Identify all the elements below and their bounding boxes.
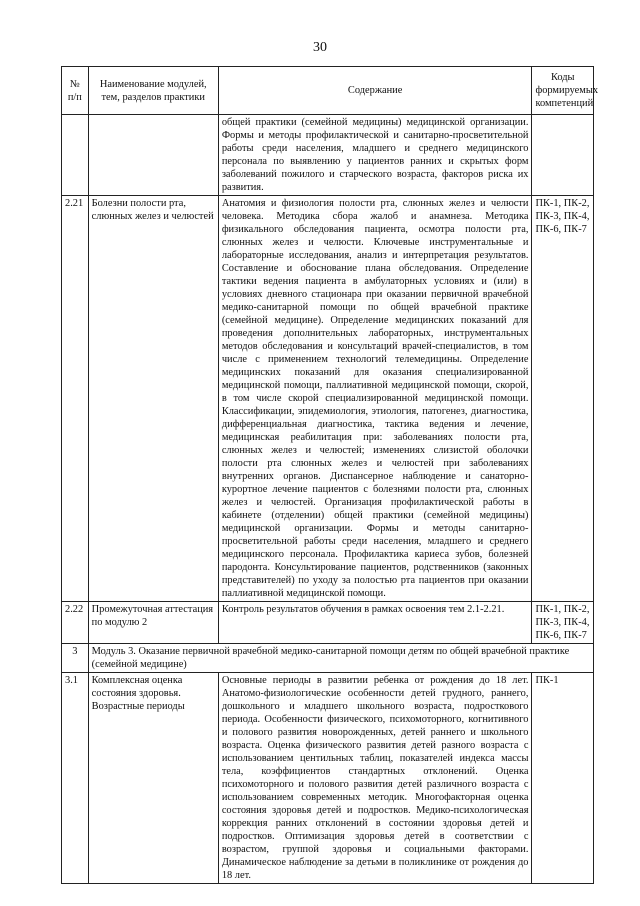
header-codes: Коды формируемых компетенций: [532, 67, 594, 115]
table-header-row: [62, 67, 594, 115]
row-name: Промежуточная аттестация по модулю 2: [88, 602, 218, 644]
row-num: 3.1: [62, 673, 89, 884]
module-title: Модуль 3. Оказание первичной врачебной медико-санитарной помощи детям по общей врачебной практике (семейной медицине): [88, 644, 593, 673]
row-content: Основные периоды в развитии ребенка от рождения до 18 лет. Анатомо-физиологические особенности детей грудного, раннего, дошкольного и младшего школьного возраста, подросткового периода. Особенности физического, психомоторного, когнитивного и полового развития новорожденных, детей раннего и школьного возраста. Оценка физического развития детей разного возраста с использованием центильных таблиц, показателей индекса массы тела, коэффициентов стандартных отклонений. Оценка психомоторного и полового развития детей различного возраста с использованием современных методик. Многофакторная оценка состояния здоровья детей и подростков. Медико-психологическая коррекция ранних отклонений в состоянии здоровья детей и подростков. Оптимизация здоровья детей в соответствии с возрастом, группой здоровья и социальными факторами. Динамическое наблюдение за детьми в поликлинике от рождения до 18 лет.: [218, 673, 532, 884]
row-num: 2.21: [62, 196, 89, 602]
table-row: [62, 196, 594, 602]
table-row: [62, 115, 594, 196]
row-num: [62, 115, 89, 196]
module-row: [62, 644, 594, 673]
row-codes: ПК-1, ПК-2, ПК-3, ПК-4, ПК-6, ПК-7: [532, 196, 594, 602]
row-codes: [532, 115, 594, 196]
module-num: 3: [62, 644, 89, 673]
row-codes: ПК-1, ПК-2, ПК-3, ПК-4, ПК-6, ПК-7: [532, 602, 594, 644]
row-name: Болезни полости рта, слюнных желез и челюстей: [88, 196, 218, 602]
header-name: Наименование модулей, тем, разделов практики: [88, 67, 218, 115]
curriculum-table: [61, 66, 599, 884]
row-name: [88, 115, 218, 196]
row-codes: ПК-1: [532, 673, 594, 884]
row-content: Анатомия и физиология полости рта, слюнных желез и челюсти человека. Методика сбора жалоб и анамнеза. Методика физикального обследования пациента, осмотра полости рта, слюнных желез и челюсти. Ключевые инструментальные и лабораторные исследования, анализ и интерпретация результатов. Составление и обоснование плана обследования. Определение тактики ведения пациента в амбулаторных условиях и (или) в условиях дневного стационара при оказании первичной врачебной медико-санитарной помощи по общей врачебной практике (семейной медицине). Определение медицинских показаний для проведения дополнительных лабораторных, инструментальных методов обследования и консультаций врачей-специалистов, в том числе с применением технологий телемедицины. Определение медицинских показаний для оказания специализированной медицинской помощи, паллиативной медицинской помощи, скорой, в том числе скорой специализированной медицинской помощи. Классификации, эпидемиология, этиология, патогенез, диагностика, дифференциальная диагностика, тактика ведения и лечение, медицинская реабилитация при: заболеваниях полости рта, слюнных желез и челюстей; изменениях слизистой оболочки полости рта слюнных желез и челюстей при заболеваниях внутренних органов. Диспансерное наблюдение и санаторно-курортное лечение пациентов с болезнями полости рта, слюнных желез и челюстей. Организация профилактической работы в кабинете (отделении) общей практики (семейной медицины) медицинской организации. Формы и методы санитарно-просветительной работы среди населения, младшего и среднего медицинского персонала. Профилактика кариеса зубов, болезней пародонта. Консультирование пациентов, родственников (законных представителей) по уходу за полостью рта пациентов при оказании паллиативной медицинской помощи.: [218, 196, 532, 602]
table-row: [62, 602, 594, 644]
header-content: Содержание: [218, 67, 532, 115]
row-num: 2.22: [62, 602, 89, 644]
header-num: № п/п: [62, 67, 89, 115]
row-name: Комплексная оценка состояния здоровья. Возрастные периоды: [88, 673, 218, 884]
row-content: Контроль результатов обучения в рамках освоения тем 2.1-2.21.: [218, 602, 532, 644]
page-number: 30: [313, 40, 327, 55]
table-row: [62, 673, 594, 884]
row-content: общей практики (семейной медицины) медицинской организации. Формы и методы профилактической и санитарно-просветительной работы среди населения, младшего и среднего медицинского персонала по выявлению у пациентов ранних и скрытых форм заболеваний пожилого и старческого возраста, факторов риска их развития.: [218, 115, 532, 196]
